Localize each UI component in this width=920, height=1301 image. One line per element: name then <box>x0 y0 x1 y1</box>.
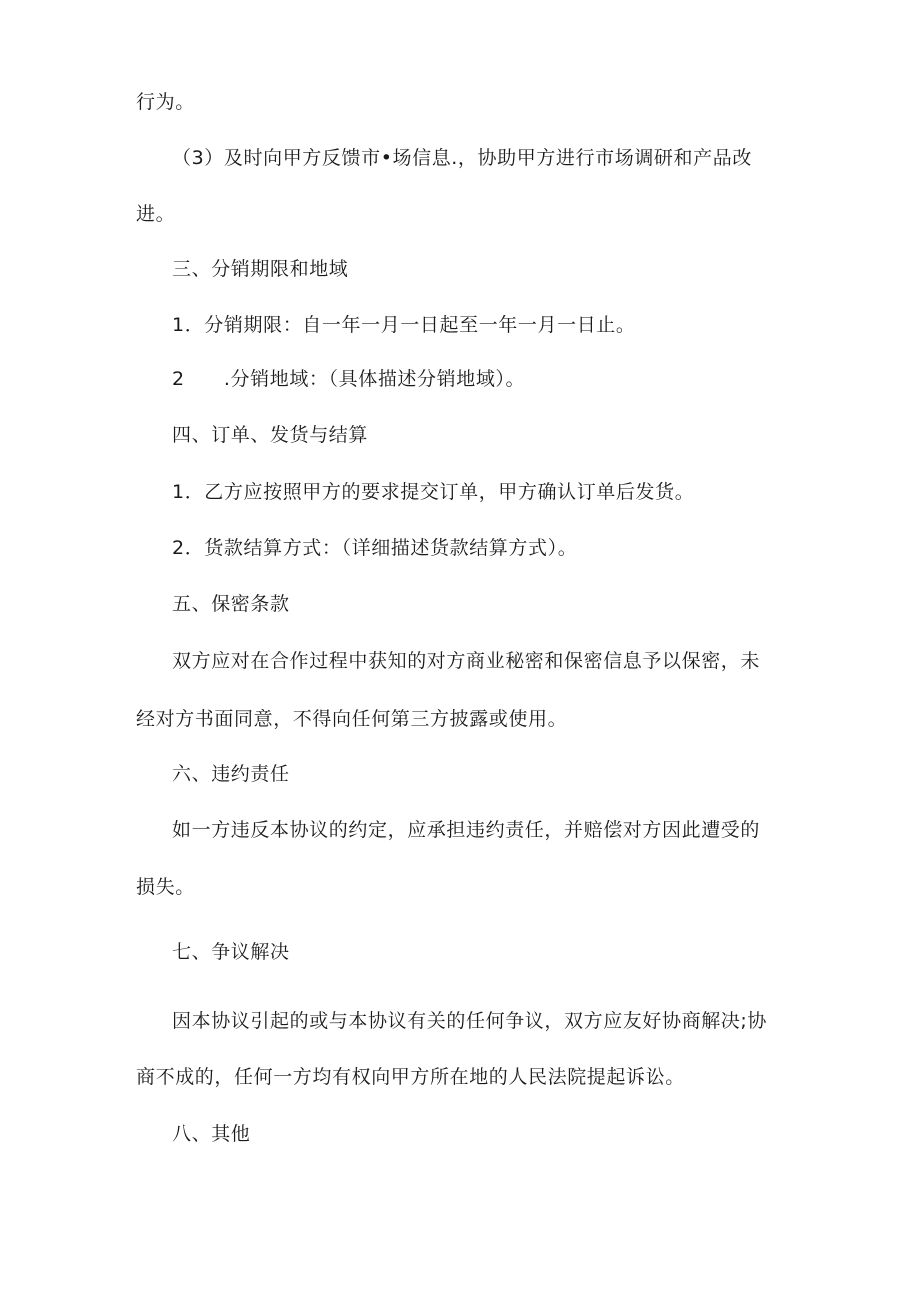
text-line-continuation: 进。 <box>136 203 176 225</box>
text-line-distribution-region: 2 .分销地域：（具体描述分销地域）。 <box>172 368 526 390</box>
section-heading-3: 三、分销期限和地域 <box>172 258 349 280</box>
section-heading-8: 八、其他 <box>172 1123 251 1145</box>
text-line-continuation: 行为。 <box>136 91 195 113</box>
text-line-order: 1．乙方应按照甲方的要求提交订单，甲方确认订单后发货。 <box>172 481 695 503</box>
text-line-continuation: 损失。 <box>136 876 195 898</box>
text-line-distribution-period: 1．分销期限：自一年一月一日起至一年一月一日止。 <box>172 314 636 336</box>
text-line-item-3: （3）及时向甲方反馈市•场信息.，协助甲方进行市场调研和产品改 <box>172 147 752 169</box>
section-heading-4: 四、订单、发货与结算 <box>172 424 369 446</box>
section-heading-6: 六、违约责任 <box>172 763 290 785</box>
text-line-settlement: 2．货款结算方式：（详细描述货款结算方式）。 <box>172 537 578 559</box>
text-line-confidentiality: 双方应对在合作过程中获知的对方商业秘密和保密信息予以保密，未 <box>172 650 761 672</box>
text-line-dispute: 因本协议引起的或与本协议有关的任何争议，双方应友好协商解决;协 <box>172 1010 768 1032</box>
section-heading-7: 七、争议解决 <box>172 941 290 963</box>
text-line-continuation: 商不成的，任何一方均有权向甲方所在地的人民法院提起诉讼。 <box>136 1066 685 1088</box>
section-heading-5: 五、保密条款 <box>172 593 290 615</box>
text-line-liability: 如一方违反本协议的约定，应承担违约责任，并赔偿对方因此遭受的 <box>172 819 761 841</box>
text-line-continuation: 经对方书面同意，不得向任何第三方披露或使用。 <box>136 708 568 730</box>
